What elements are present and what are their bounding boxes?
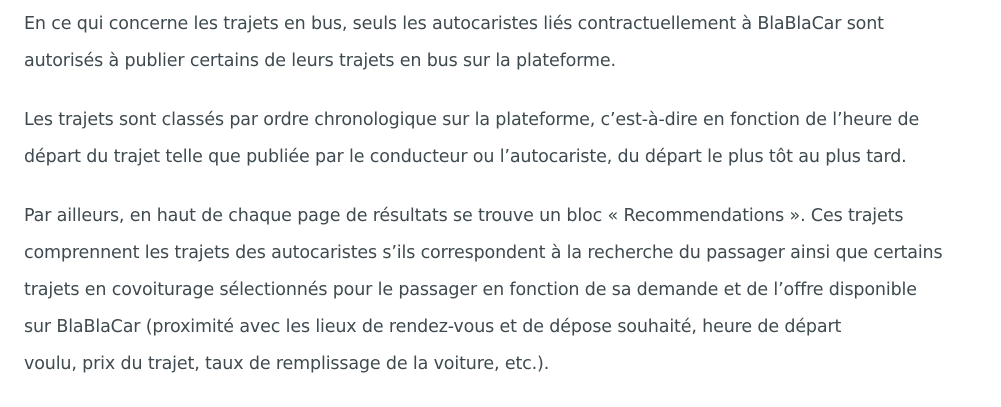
- article-body: [24, 6, 994, 405]
- text-line: En ce qui concerne les trajets en bus, seuls les autocaristes liés contractuellement à BlaBlaCar sont: [24, 14, 884, 34]
- paragraph-chronological-order: [24, 102, 994, 176]
- text-line: comprennent les trajets des autocaristes s’ils correspondent à la recherche du passager ainsi que certains: [24, 243, 943, 263]
- text-line: départ du trajet telle que publiée par le conducteur ou l’autocariste, du départ le plus tôt au plus tard.: [24, 147, 907, 167]
- text-line: trajets en covoiturage sélectionnés pour le passager en fonction de sa demande et de l’offre disponible: [24, 280, 917, 300]
- paragraph-recommendations: [24, 198, 994, 383]
- text-line: autorisés à publier certains de leurs trajets en bus sur la plateforme.: [24, 51, 616, 71]
- text-line: sur BlaBlaCar (proximité avec les lieux de rendez-vous et de dépose souhaité, heure de départ: [24, 317, 842, 337]
- text-line: Par ailleurs, en haut de chaque page de résultats se trouve un bloc « Recommendations ». Ces trajets: [24, 206, 904, 226]
- paragraph-bus-trips: [24, 6, 994, 80]
- text-line: voulu, prix du trajet, taux de remplissage de la voiture, etc.).: [24, 354, 550, 374]
- text-line: Les trajets sont classés par ordre chronologique sur la plateforme, c’est-à-dire en fonction de l’heure de: [24, 110, 920, 130]
